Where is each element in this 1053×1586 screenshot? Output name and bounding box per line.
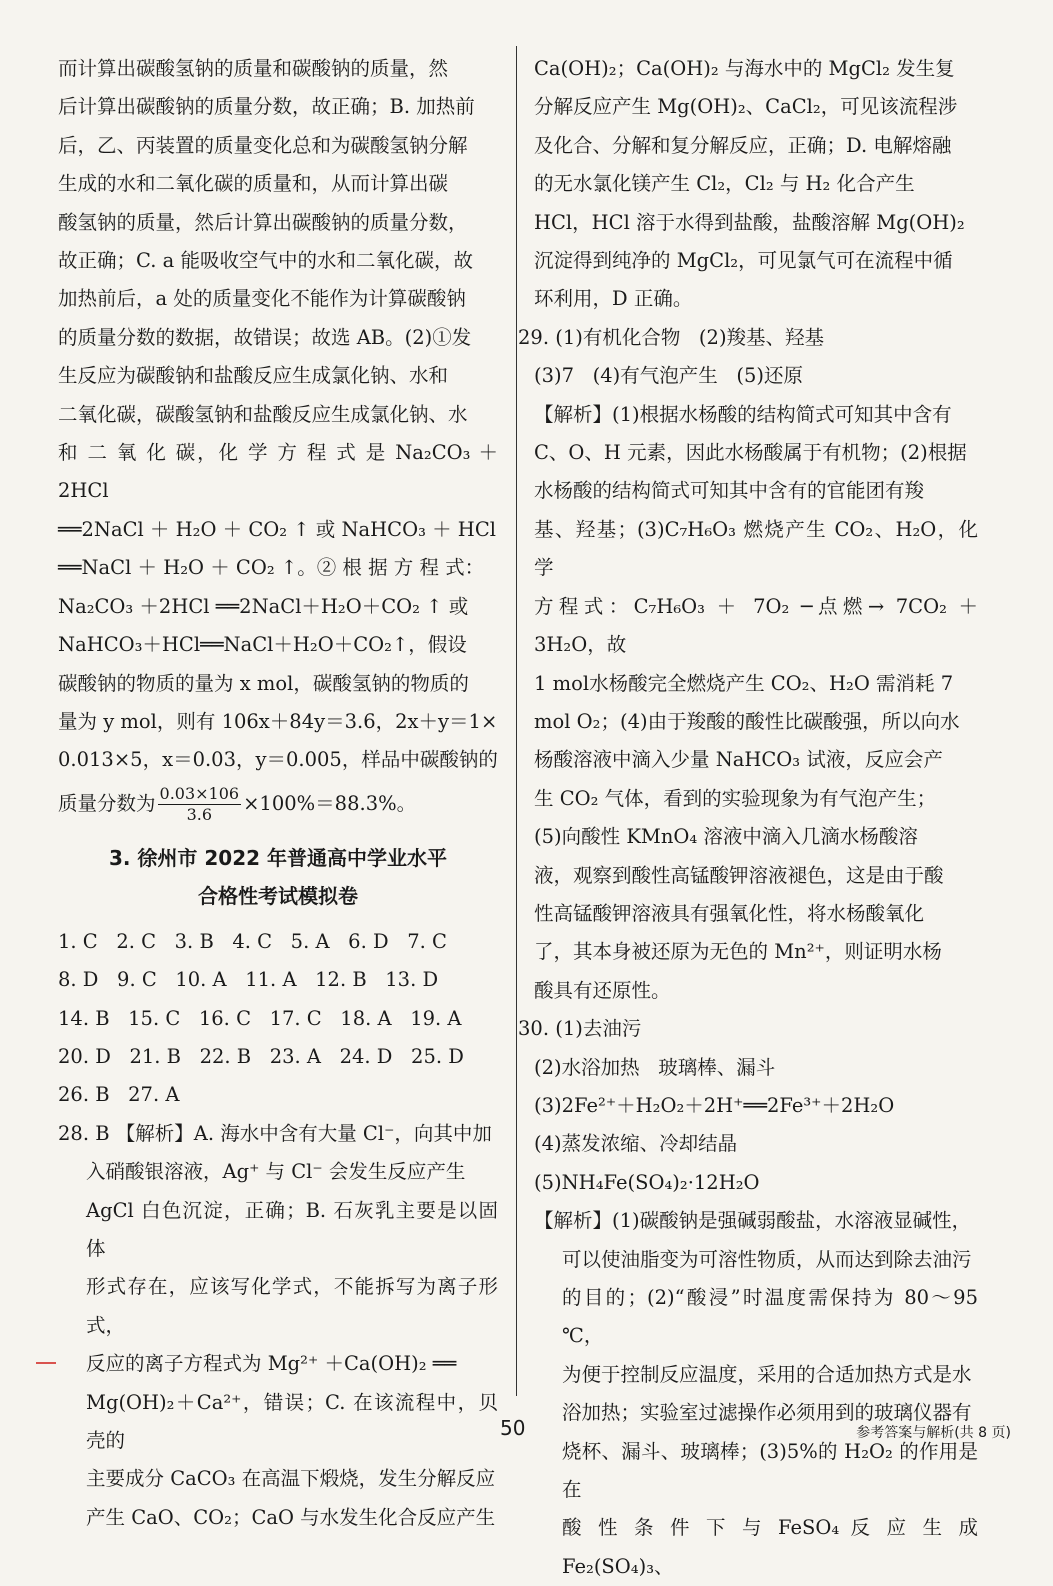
q30-item: (3)2Fe²⁺＋H₂O₂＋2H⁺══2Fe³⁺＋2H₂O [534,1093,895,1117]
text-line: mol O₂；(4)由于羧酸的酸性比碳酸强，所以向水 [534,709,960,733]
text-line: 性高锰酸钾溶液具有强氧化性，将水杨酸氧化 [534,901,925,925]
text-line: AgCl 白色沉淀，正确；B. 石灰乳主要是以固体 [86,1198,498,1260]
text-line: 入硝酸银溶液，Ag⁺ 与 Cl⁻ 会发生反应产生 [86,1160,466,1184]
q30-item: (4)蒸发浓缩、冷却结晶 [534,1132,738,1156]
q30-item: (5)NH₄Fe(SO₄)₂·12H₂O [534,1170,760,1194]
text-line: 沉淀得到纯净的 MgCl₂，可见氯气可在流程中循 [534,249,953,273]
q30-item: (2)水浴加热 玻璃棒、漏斗 [534,1055,776,1079]
text-line: NaHCO₃＋HCl══NaCl＋H₂O＋CO₂↑，假设 [58,633,467,657]
text-line: ══2NaCl ＋ H₂O ＋ CO₂ ↑ 或 NaHCO₃ ＋ HCl [58,517,496,541]
text-line: 的无水氯化镁产生 Cl₂，Cl₂ 与 H₂ 化合产生 [534,172,915,196]
text-line: 反应的离子方程式为 Mg²⁺ ＋Ca(OH)₂ ══ [86,1352,457,1376]
text-line: 生反应为碳酸钠和盐酸反应生成氯化钠、水和 [58,364,449,388]
text-line: 烧杯、漏斗、玻璃棒；(3)5%的 H₂O₂ 的作用是在 [562,1439,978,1502]
right-column [518,50,978,1586]
text-line: 酸氢钠的质量，然后计算出碳酸钠的质量分数， [58,210,468,234]
text-line: 液，观察到酸性高锰酸钾溶液褪色，这是由于酸 [534,863,944,887]
footer-label: 参考答案与解析(共 8 页) [856,1425,1011,1441]
q28-first-line: 28. B 【解析】A. 海水中含有大量 Cl⁻，向其中加 [58,1121,492,1145]
q2-analysis-continued [58,50,498,825]
section-heading-line2: 合格性考试模拟卷 [198,883,358,908]
fraction [158,784,242,825]
text-line: 杨酸溶液中滴入少量 NaHCO₃ 试液，反应会产 [534,748,943,772]
q29-answer [518,319,978,1010]
combustion-equation-line: 方程式：C₇H₆O₃ ＋ 7O₂ ─点燃→ 7CO₂ ＋ 3H₂O，故 [534,594,978,657]
text-line: 产生 CaO、CO₂；CaO 与水发生化合反应产生 [86,1505,496,1529]
text-line: 后，乙、丙装置的质量变化总和为碳酸氢钠分解 [58,133,468,157]
q29-second-line: (3)7 (4)有气泡产生 (5)还原 [534,364,803,388]
answer-row: 8. D 9. C 10. A 11. A 12. B 13. D [58,968,439,992]
answer-row: 1. C 2. C 3. B 4. C 5. A 6. D 7. C [58,929,447,953]
text-line: 酸 性 条 件 下 与 FeSO₄ 反 应 生 成 Fe₂(SO₄)₃、 [562,1516,978,1578]
text-line: 生 CO₂ 气体，看到的实验现象为有气泡产生； [534,786,937,810]
text-line: 酸具有还原性。 [534,978,671,1002]
answer-row: 26. B 27. A [58,1083,180,1107]
q30-analysis-first: 【解析】(1)碳酸钠是强碱弱酸盐，水溶液显碱性， [534,1209,972,1233]
text-line: Mg(OH)₂＋Ca²⁺，错误；C. 在该流程中，贝壳的 [86,1390,498,1452]
text-line: (5)向酸性 KMnO₄ 溶液中滴入几滴水杨酸溶 [534,825,918,849]
text-line: 后计算出碳酸钠的质量分数，故正确；B. 加热前 [58,95,475,119]
text-line: 生成的水和二氧化碳的质量和，从而计算出碳 [58,172,449,196]
text-line: 分解反应产生 Mg(OH)₂、CaCl₂，可见该流程涉 [534,95,958,119]
q29-first-line: 29. (1)有机化合物 (2)羧基、羟基 [518,325,825,349]
q28-analysis-continued [534,50,978,319]
mass-fraction-prefix: 质量分数为 [58,791,156,815]
mass-fraction-line [58,784,498,825]
text-line: 基、羟基；(3)C₇H₆O₃ 燃烧产生 CO₂、H₂O，化学 [534,517,978,580]
answer-key [58,923,498,1115]
fraction-numerator: 0.03×106 [159,783,240,803]
text-line: 【解析】(1)根据水杨酸的结构简式可知其中含有 [534,402,952,426]
text-line: 的质量分数的数据，故错误；故选 AB。(2)①发 [58,325,472,349]
red-pen-mark [36,1362,56,1364]
text-line: 的目的；(2)“酸浸”时温度需保持为 80～95 ℃， [562,1286,978,1348]
text-line: C、O、H 元素，因此水杨酸属于有机物；(2)根据 [534,441,967,465]
left-column [58,50,498,1537]
text-line: Na₂CO₃ ＋2HCl ══2NaCl＋H₂O＋CO₂ ↑ 或 [58,594,469,618]
text-line: 和 二 氧 化 碳，化 学 方 程 式 是 Na₂CO₃ ＋ 2HCl [58,441,498,503]
answer-row: 14. B 15. C 16. C 17. C 18. A 19. A [58,1006,462,1030]
text-line: HCl，HCl 溶于水得到盐酸，盐酸溶解 Mg(OH)₂ [534,210,965,234]
section-heading [58,839,498,915]
section-heading-line1: 3. 徐州市 2022 年普通高中学业水平 [108,845,448,870]
q30-answer [518,1010,978,1586]
text-line: 环利用，D 正确。 [534,287,693,311]
text-line: 故正确；C. a 能吸收空气中的水和二氧化碳，故 [58,249,473,273]
text-line: 了，其本身被还原为无色的 Mn²⁺，则证明水杨 [534,940,942,964]
text-line: 水杨酸的结构简式可知其中含有的官能团有羧 [534,479,925,503]
text-line: 而计算出碳酸氢钠的质量和碳酸钠的质量，然 [58,57,449,80]
mass-fraction-suffix: ×100%＝88.3%。 [243,791,417,815]
text-line: 可以使油脂变为可溶性物质，从而达到除去油污 [562,1247,972,1271]
text-line: 量为 y mol，则有 106x＋84y＝3.6，2x＋y＝1× [58,709,498,733]
text-line: 主要成分 CaCO₃ 在高温下煅烧，发生分解反应 [86,1467,496,1491]
column-divider [516,46,517,1396]
text-line: 及化合、分解和复分解反应，正确；D. 电解熔融 [534,133,952,157]
fraction-denominator: 3.6 [186,804,213,824]
q30-first-line: 30. (1)去油污 [518,1017,642,1041]
page-number: 50 [500,1416,526,1440]
text-line: 碳酸钠的物质的量为 x mol，碳酸氢钠的物质的 [58,671,469,695]
answer-row: 20. D 21. B 22. B 23. A 24. D 25. D [58,1044,464,1068]
text-line: 1 mol水杨酸完全燃烧产生 CO₂、H₂O 需消耗 7 [534,671,954,695]
text-line: Ca(OH)₂；Ca(OH)₂ 与海水中的 MgCl₂ 发生复 [534,57,955,80]
text-line: ══NaCl ＋ H₂O ＋ CO₂ ↑。② 根 据 方 程 式： [58,556,485,580]
text-line: 加热前后，a 处的质量变化不能作为计算碳酸钠 [58,287,466,311]
text-line: 0.013×5，x＝0.03，y＝0.005，样品中碳酸钠的 [58,748,498,772]
text-line: 二氧化碳，碳酸氢钠和盐酸反应生成氯化钠、水 [58,402,468,426]
text-line: 浴加热；实验室过滤操作必须用到的玻璃仪器有 [562,1401,972,1425]
q28-analysis [58,1115,498,1537]
text-line: 为便于控制反应温度，采用的合适加热方式是水 [562,1362,972,1386]
text-line: 形式存在，应该写化学式，不能拆写为离子形式， [86,1275,498,1337]
